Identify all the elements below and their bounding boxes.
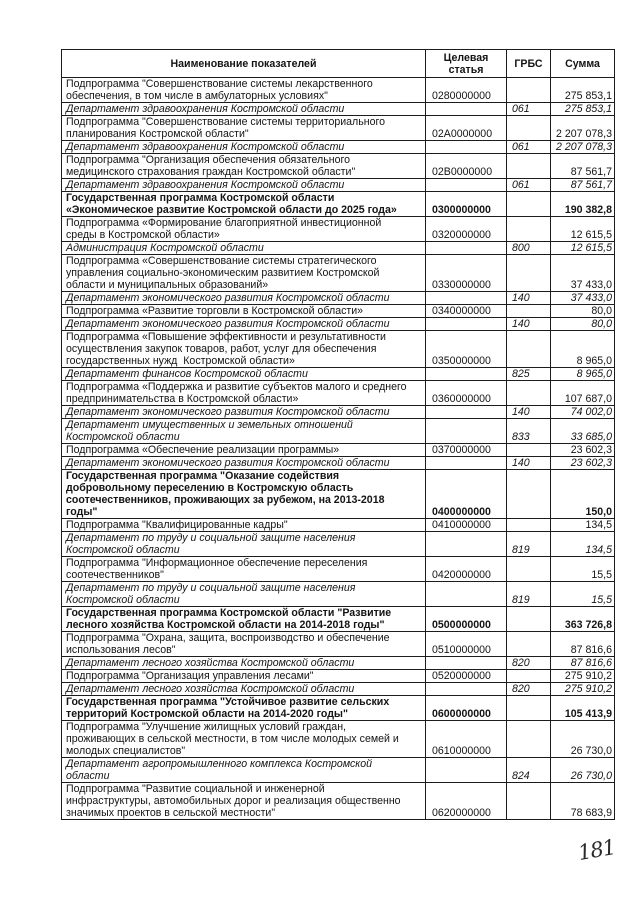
row-name-cell: Подпрограмма «Повышение эффективности и результативности осуществления закупок товаров, работ, услуг для обеспечения государственных нужд Костромской области» [62,331,426,368]
row-code-cell: 02В0000000 [426,154,507,179]
row-grbs-cell [507,557,551,582]
row-code-cell: 0420000000 [426,557,507,582]
row-name-cell: Департамент экономического развития Костромской области [62,457,426,470]
row-grbs-cell: 833 [507,419,551,444]
row-code-cell [426,758,507,783]
row-name-cell: Департамент здравоохранения Костромской области [62,103,426,116]
document-sheet [61,49,615,820]
table-row [62,721,615,758]
header-grbs: ГРБС [507,50,551,78]
row-code-cell: 0370000000 [426,444,507,457]
row-name-cell: Подпрограмма "Совершенствование системы территориального планирования Костромской области" [62,116,426,141]
table-row [62,683,615,696]
row-code-cell [426,292,507,305]
table-row [62,179,615,192]
table-row [62,292,615,305]
row-sum-cell: 8 965,0 [551,331,615,368]
row-grbs-cell [507,381,551,406]
row-name-cell: Подпрограмма "Организация обеспечения обязательного медицинского страхования граждан Костромской области" [62,154,426,179]
table-row [62,519,615,532]
row-code-cell: 0600000000 [426,696,507,721]
row-name-cell: Департамент по труду и социальной защите населения Костромской области [62,532,426,557]
row-sum-cell: 275 910,2 [551,670,615,683]
table-row [62,696,615,721]
row-code-cell [426,368,507,381]
row-code-cell: 0320000000 [426,217,507,242]
row-code-cell: 02А0000000 [426,116,507,141]
row-name-cell: Департамент здравоохранения Костромской области [62,141,426,154]
row-sum-cell: 78 683,9 [551,783,615,820]
table-row [62,318,615,331]
table-row [62,368,615,381]
row-code-cell: 0410000000 [426,519,507,532]
row-grbs-cell [507,255,551,292]
row-grbs-cell [507,519,551,532]
table-row [62,192,615,217]
row-grbs-cell [507,470,551,519]
row-grbs-cell: 825 [507,368,551,381]
row-grbs-cell [507,607,551,632]
row-code-cell [426,406,507,419]
row-name-cell: Государственная программа Костромской области "Развитие лесного хозяйства Костромской области на 2014-2018 годы" [62,607,426,632]
header-sum: Сумма [551,50,615,78]
row-grbs-cell: 140 [507,292,551,305]
table-body [62,78,615,820]
row-grbs-cell: 800 [507,242,551,255]
row-name-cell: Департамент имущественных и земельных отношений Костромской области [62,419,426,444]
table-row [62,532,615,557]
row-grbs-cell [507,331,551,368]
row-grbs-cell [507,192,551,217]
row-sum-cell: 2 207 078,3 [551,116,615,141]
row-name-cell: Департамент экономического развития Костромской области [62,318,426,331]
table-row [62,470,615,519]
row-code-cell [426,318,507,331]
table-row [62,557,615,582]
row-code-cell [426,179,507,192]
table-row [62,632,615,657]
row-sum-cell: 275 910,2 [551,683,615,696]
row-sum-cell: 134,5 [551,519,615,532]
row-sum-cell: 87 561,7 [551,154,615,179]
row-grbs-cell [507,116,551,141]
row-grbs-cell: 819 [507,532,551,557]
row-sum-cell: 134,5 [551,532,615,557]
row-grbs-cell [507,154,551,179]
table-row [62,103,615,116]
row-name-cell: Подпрограмма «Развитие торговли в Костромской области» [62,305,426,318]
row-code-cell: 0280000000 [426,78,507,103]
budget-table [61,49,615,820]
row-name-cell: Подпрограмма "Организация управления лесами" [62,670,426,683]
row-code-cell: 0360000000 [426,381,507,406]
row-name-cell: Подпрограмма "Совершенствование системы лекарственного обеспечения, в том числе в амбулаторных условиях" [62,78,426,103]
row-code-cell [426,242,507,255]
row-name-cell: Государственная программа Костромской области «Экономическое развитие Костромской области до 2025 года» [62,192,426,217]
row-code-cell: 0400000000 [426,470,507,519]
table-row [62,419,615,444]
row-name-cell: Государственная программа "Устойчивое развитие сельских территорий Костромской области на 2014-2020 годы" [62,696,426,721]
header-name: Наименование показателей [62,50,426,78]
row-name-cell: Подпрограмма "Развитие социальной и инженерной инфраструктуры, автомобильных дорог и реализация общественно значимых проектов в сельской местности" [62,783,426,820]
row-name-cell: Подпрограмма "Квалифицированные кадры" [62,519,426,532]
row-sum-cell: 74 002,0 [551,406,615,419]
row-name-cell: Департамент экономического развития Костромской области [62,292,426,305]
row-sum-cell: 105 413,9 [551,696,615,721]
row-code-cell [426,582,507,607]
row-sum-cell: 87 816,6 [551,632,615,657]
row-grbs-cell [507,670,551,683]
row-sum-cell: 12 615,5 [551,242,615,255]
table-row [62,607,615,632]
row-grbs-cell [507,217,551,242]
row-sum-cell: 37 433,0 [551,292,615,305]
page-number: 181 [576,834,617,866]
row-code-cell [426,141,507,154]
row-name-cell: Департамент экономического развития Костромской области [62,406,426,419]
row-grbs-cell: 061 [507,103,551,116]
row-grbs-cell: 824 [507,758,551,783]
table-row [62,657,615,670]
row-name-cell: Государственная программа "Оказание содействия добровольному переселению в Костромскую область соотечественников, проживающих за рубежом, на 2013-2018 годы" [62,470,426,519]
row-sum-cell: 2 207 078,3 [551,141,615,154]
row-grbs-cell [507,444,551,457]
row-name-cell: Департамент финансов Костромской области [62,368,426,381]
row-grbs-cell: 140 [507,457,551,470]
table-row [62,78,615,103]
row-code-cell: 0500000000 [426,607,507,632]
row-name-cell: Департамент по труду и социальной защите населения Костромской области [62,582,426,607]
row-code-cell [426,457,507,470]
row-code-cell [426,657,507,670]
header-code: Целевая статья [426,50,507,78]
row-code-cell [426,419,507,444]
row-sum-cell: 23 602,3 [551,457,615,470]
row-code-cell: 0610000000 [426,721,507,758]
row-code-cell [426,103,507,116]
row-name-cell: Подпрограмма "Улучшение жилищных условий граждан, проживающих в сельской местности, в том числе молодых семей и молодых специалистов" [62,721,426,758]
table-row [62,582,615,607]
row-code-cell [426,683,507,696]
row-grbs-cell: 140 [507,318,551,331]
row-name-cell: Подпрограмма «Совершенствование системы стратегического управления социально-экономическим развитием Костромской области и муниципальных образований» [62,255,426,292]
row-code-cell [426,532,507,557]
table-row [62,242,615,255]
table-row [62,331,615,368]
table-row [62,670,615,683]
row-code-cell: 0520000000 [426,670,507,683]
row-sum-cell: 107 687,0 [551,381,615,406]
table-row [62,406,615,419]
row-sum-cell: 23 602,3 [551,444,615,457]
row-code-cell: 0340000000 [426,305,507,318]
table-row [62,783,615,820]
row-sum-cell: 33 685,0 [551,419,615,444]
row-name-cell: Департамент агропромышленного комплекса Костромской области [62,758,426,783]
row-name-cell: Подпрограмма «Формирование благоприятной инвестиционной среды в Костромской области» [62,217,426,242]
row-name-cell: Подпрограмма «Поддержка и развитие субъектов малого и среднего предпринимательства в Костромской области» [62,381,426,406]
row-sum-cell: 26 730,0 [551,758,615,783]
row-code-cell: 0510000000 [426,632,507,657]
row-sum-cell: 8 965,0 [551,368,615,381]
row-name-cell: Подпрограмма "Охрана, защита, воспроизводство и обеспечение использования лесов" [62,632,426,657]
table-row [62,154,615,179]
row-name-cell: Подпрограмма «Обеспечение реализации программы» [62,444,426,457]
row-grbs-cell [507,721,551,758]
row-grbs-cell [507,783,551,820]
row-code-cell: 0330000000 [426,255,507,292]
row-sum-cell: 275 853,1 [551,103,615,116]
row-name-cell: Департамент лесного хозяйства Костромской области [62,657,426,670]
table-row [62,141,615,154]
row-sum-cell: 26 730,0 [551,721,615,758]
row-grbs-cell: 061 [507,179,551,192]
row-sum-cell: 87 816,6 [551,657,615,670]
row-grbs-cell: 819 [507,582,551,607]
row-grbs-cell: 061 [507,141,551,154]
row-grbs-cell [507,305,551,318]
row-grbs-cell [507,632,551,657]
row-sum-cell: 37 433,0 [551,255,615,292]
row-grbs-cell: 820 [507,683,551,696]
row-name-cell: Администрация Костромской области [62,242,426,255]
row-sum-cell: 80,0 [551,318,615,331]
table-header-row [62,50,615,78]
row-sum-cell: 80,0 [551,305,615,318]
row-name-cell: Департамент лесного хозяйства Костромской области [62,683,426,696]
row-grbs-cell: 140 [507,406,551,419]
table-row [62,217,615,242]
table-row [62,305,615,318]
row-grbs-cell: 820 [507,657,551,670]
row-code-cell: 0350000000 [426,331,507,368]
row-grbs-cell [507,78,551,103]
table-row [62,116,615,141]
row-sum-cell: 275 853,1 [551,78,615,103]
table-row [62,758,615,783]
table-row [62,457,615,470]
row-name-cell: Департамент здравоохранения Костромской области [62,179,426,192]
row-code-cell: 0300000000 [426,192,507,217]
row-sum-cell: 15,5 [551,582,615,607]
row-sum-cell: 87 561,7 [551,179,615,192]
table-row [62,444,615,457]
row-grbs-cell [507,696,551,721]
row-sum-cell: 363 726,8 [551,607,615,632]
row-code-cell: 0620000000 [426,783,507,820]
row-name-cell: Подпрограмма "Информационное обеспечение переселения соотечественников" [62,557,426,582]
row-sum-cell: 12 615,5 [551,217,615,242]
row-sum-cell: 15,5 [551,557,615,582]
row-sum-cell: 150,0 [551,470,615,519]
table-row [62,381,615,406]
row-sum-cell: 190 382,8 [551,192,615,217]
table-row [62,255,615,292]
